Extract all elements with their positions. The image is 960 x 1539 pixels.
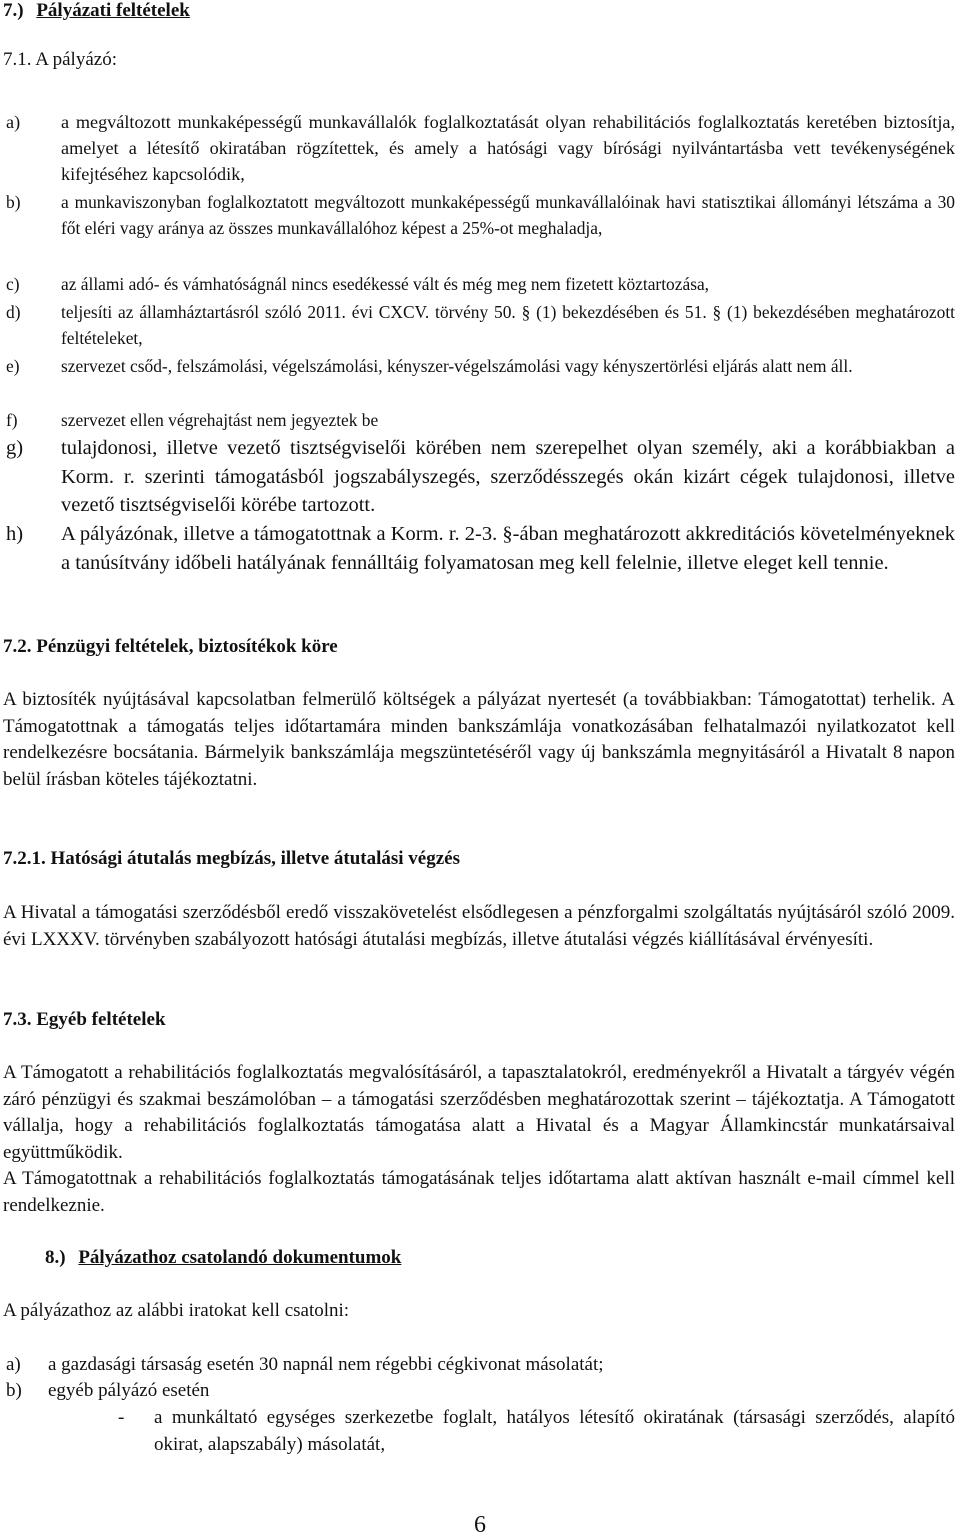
list-item-text: teljesíti az államháztartásról szóló 2011. évi CXCV. törvény 50. § (1) bekezdésében és 51. § (1) bekezdésében meghatározott feltételeket,	[61, 302, 955, 348]
list-item-label: a)	[6, 112, 21, 132]
list-item	[3, 1378, 955, 1404]
list-item-text: szervezet csőd-, felszámolási, végelszámolási, kényszer-végelszámolási vagy kényszertörlési eljárás alatt nem áll.	[61, 356, 853, 376]
section-7-2-1-paragraph: A Hivatal a támogatási szerződésből eredő visszakövetelést elsődlegesen a pénzforgalmi szolgáltatás nyújtásáról szóló 2009. évi LXXXV. törvényben szabályozott hatósági átutalási megbízás, illetve átutalási végzés kiállításával érvényesíti.	[3, 902, 955, 950]
page-number: 6	[474, 1512, 486, 1538]
list-item-label: b)	[6, 192, 21, 212]
list-item	[3, 109, 955, 189]
list-item-text: a munkáltató egységes szerkezetbe foglalt, hatályos létesítő okiratának (társasági szerződés, alapító okirat, alapszabály) másolatát,	[154, 1407, 955, 1455]
list-item-text: az állami adó- és vámhatóságnál nincs esedékessé vált és még meg nem fizetett köztartozása,	[61, 274, 710, 294]
list-item	[3, 407, 955, 433]
list-item-label: f)	[6, 410, 18, 430]
section-7-3-paragraph: A Támogatottnak a rehabilitációs foglalkoztatás támogatásának teljes időtartama alatt aktívan használt e-mail címmel kell rendelkeznie.	[3, 1168, 955, 1216]
list-item	[3, 189, 955, 269]
list-item-label: g)	[6, 437, 24, 459]
section-7-2-paragraph: A biztosíték nyújtásával kapcsolatban felmerülő költségek a pályázat nyertesét (a továbbiakban: Támogatottat) terhelik. A Támogatottnak a támogatás teljes időtartamára minden bankszámlája vonatkozásában felhatalmazói nyilatkozatot kell rendelkezésre bocsátania. Bármelyik bankszámlája megszüntetéséről vagy új bankszámla megnyitásáról a Hivatalt 8 napon belül írásban köteles tájékoztatni.	[3, 689, 955, 790]
section-7-2-title: 7.2. Pénzügyi feltételek, biztosítékok köre	[3, 636, 338, 657]
list-item-label: e)	[6, 356, 20, 376]
section-8-heading	[45, 1245, 955, 1272]
list-item-label: b)	[6, 1380, 22, 1401]
section-8-intro: A pályázathoz az alábbi iratokat kell csatolni:	[3, 1300, 350, 1321]
section-7-heading	[3, 0, 955, 25]
list-item-bullet: -	[118, 1407, 125, 1428]
list-item	[3, 353, 955, 405]
list-item	[3, 1352, 955, 1378]
list-item-text: szervezet ellen végrehajtást nem jegyeztek be	[61, 410, 379, 430]
list-item-text: a gazdasági társaság esetén 30 napnál nem régebbi cégkivonat másolatát;	[48, 1354, 604, 1375]
section-7-1-title: 7.1. A pályázó:	[3, 49, 117, 70]
section-7-3-title: 7.3. Egyéb feltételek	[3, 1009, 166, 1030]
list-item-text: tulajdonosi, illetve vezető tisztségviselői körében nem szerepelhet olyan személy, aki a korábbiakban a Korm. r. szerinti támogatásból jogszabályszegés, szerződésszegés okán kizárt cégek tulajdonosi, illetve vezető tisztségviselői körébe tartozott.	[61, 437, 955, 517]
list-item-label: d)	[6, 302, 21, 322]
list-item-text: A pályázónak, illetve a támogatottnak a Korm. r. 2-3. §-ában meghatározott akkreditációs követelményeknek a tanúsítvány időbeli hatályának fennálltáig folyamatosan meg kell felelnie, illetve eleget kell tennie.	[61, 523, 955, 574]
list-item-label: a)	[6, 1354, 21, 1375]
list-item-text: egyéb pályázó esetén	[48, 1380, 210, 1401]
list-item-label: h)	[6, 523, 24, 545]
list-item-text: a megváltozott munkaképességű munkavállalók foglalkoztatását olyan rehabilitációs foglalkoztatás keretében biztosítja, amelyet a létesítő okiratában rögzítettek, és amely a hatósági vagy bírósági nyilvántartásba vett tevékenységének kifejtéséhez kapcsolódik,	[61, 112, 955, 184]
list-item-text: a munkaviszonyban foglalkoztatott megváltozott munkaképességű munkavállalóinak havi statisztikai állományi létszáma a 30 főt eléri vagy aránya az összes munkavállalóhoz képest a 25%-ot meghaladja,	[61, 192, 955, 238]
list-item	[3, 299, 955, 351]
list-item	[3, 271, 955, 297]
section-7-title: Pályázati feltételek	[36, 0, 190, 21]
section-7-2-1-title: 7.2.1. Hatósági átutalás megbízás, illetve átutalási végzés	[3, 848, 461, 869]
section-7-3-paragraph: A Támogatott a rehabilitációs foglalkoztatás megvalósításáról, a tapasztalatokról, eredményekről a Hivatalt a tárgyév végén záró pénzügyi és szakmai beszámolóban – a támogatási szerződésben meghatározottak szerint – tájékoztatja. A Támogatott vállalja, hogy a rehabilitációs foglalkoztatás támogatása alatt a Hivatal és a Magyar Államkincstár munkatársaival együttműködik.	[3, 1062, 955, 1163]
list-item	[3, 520, 955, 606]
list-item	[118, 1405, 955, 1459]
section-7-number: 7.)	[3, 0, 24, 21]
list-item-label: c)	[6, 274, 20, 294]
section-8-number: 8.)	[45, 1247, 66, 1268]
list-item	[3, 434, 955, 520]
section-8-title: Pályázathoz csatolandó dokumentumok	[78, 1247, 402, 1268]
